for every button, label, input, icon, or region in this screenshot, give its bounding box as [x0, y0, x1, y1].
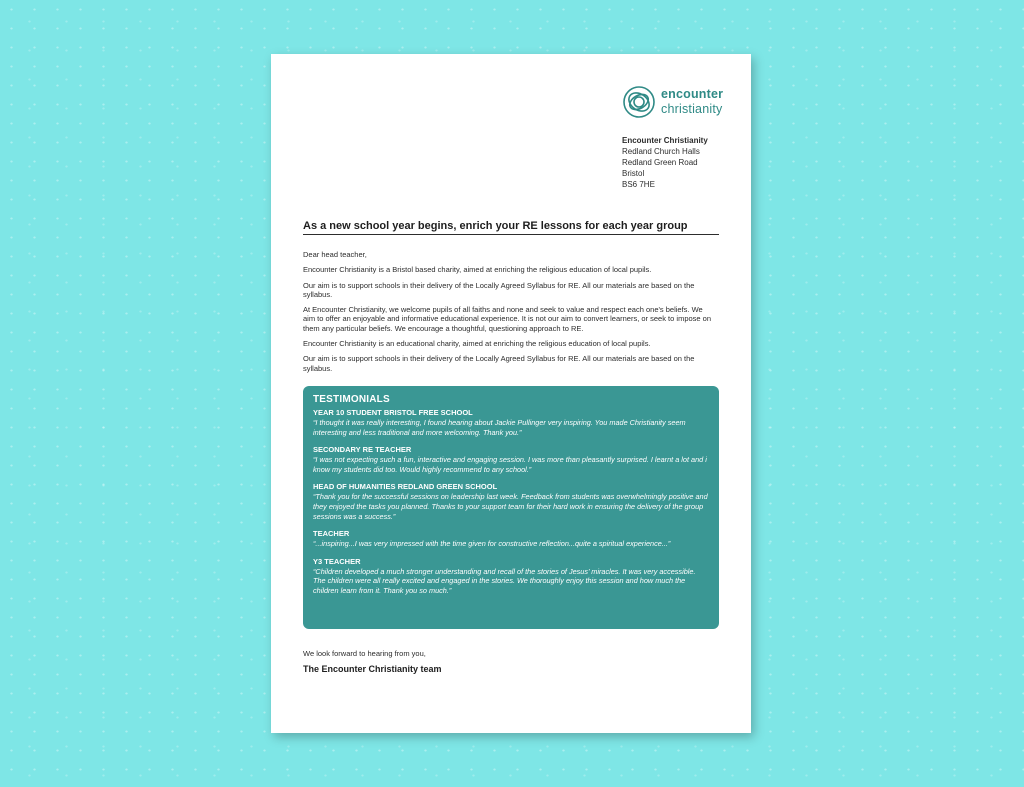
- testimonial-quote: “Thank you for the successful sessions on leadership last week. Feedback from students was overwhelmingly positive and they enjoyed the tasks you planned. Thanks to your support team for their hard work in ensuring the delivery of the group sessions was a success.”: [313, 492, 708, 521]
- testimonial-item: [313, 482, 709, 521]
- testimonial-author: HEAD OF HUMANITIES REDLAND GREEN SCHOOL: [313, 482, 498, 492]
- signoff: The Encounter Christianity team: [303, 664, 442, 674]
- body-paragraph: Encounter Christianity is an educational charity, aimed at enriching the religious education of local pupils.: [303, 339, 651, 349]
- address-org: Encounter Christianity: [622, 136, 708, 145]
- logo-word-christianity: christianity: [661, 102, 723, 116]
- testimonial-quote: “I thought it was really interesting, I found hearing about Jackie Pullinger very inspiring. You made Christianity seem interesting and less traditional and more welcoming. Thank you.”: [313, 418, 686, 437]
- body-paragraph: Encounter Christianity is a Bristol based charity, aimed at enriching the religious education of local pupils.: [303, 265, 652, 275]
- testimonial-item: [313, 445, 709, 474]
- testimonial-quote: “Children developed a much stronger understanding and recall of the stories of Jesus’ miracles. It was very accessible. The children were all really excited and engaged in the stories. We thoroughly enjoy this session and how much the children learn from it. Thank you so much.”: [313, 566, 696, 595]
- letter-body: [303, 250, 713, 379]
- testimonial-author: SECONDARY RE TEACHER: [313, 445, 412, 455]
- testimonial-author: YEAR 10 STUDENT BRISTOL FREE SCHOOL: [313, 408, 473, 417]
- sender-address: [622, 135, 708, 190]
- greeting: Dear head teacher,: [303, 250, 367, 259]
- testimonials-title: TESTIMONIALS: [313, 394, 390, 405]
- testimonial-item: [313, 408, 709, 437]
- address-line: BS6 7HE: [622, 180, 655, 189]
- testimonial-author: TEACHER: [313, 529, 350, 539]
- testimonial-item: [313, 529, 709, 549]
- closing-line: We look forward to hearing from you,: [303, 649, 426, 658]
- body-paragraph: Our aim is to support schools in their delivery of the Locally Agreed Syllabus for RE. All our materials are based on the syllabus.: [303, 354, 695, 373]
- letter-headline: As a new school year begins, enrich your RE lessons for each year group: [303, 220, 719, 235]
- testimonial-item: [313, 557, 709, 596]
- testimonials-box: [303, 386, 719, 629]
- letter-page: [271, 54, 751, 733]
- body-paragraph: At Encounter Christianity, we welcome pupils of all faiths and none and seek to value and respect each one's beliefs. We aim to offer an enjoyable and informative educational experience. It is not our aim to convert learners, or seek to impose on them any particular beliefs. We encourage a thoughtful, questioning approach to RE.: [303, 305, 712, 333]
- testimonial-author: Y3 TEACHER: [313, 556, 361, 566]
- testimonial-quote: “...inspiring...I was very impressed with the time given for constructive reflection...quite a spiritual experience...”: [313, 539, 671, 549]
- logo-word-encounter: encounter: [661, 87, 724, 101]
- testimonial-quote: “I was not expecting such a fun, interactive and engaging session. I was more than pleasantly surprised. I learnt a lot and i know my students did too. Would highly recommend to any school.”: [313, 455, 707, 474]
- body-paragraph: Our aim is to support schools in their delivery of the Locally Agreed Syllabus for RE. All our materials are based on the syllabus.: [303, 280, 695, 299]
- address-line: Redland Church Halls: [622, 147, 700, 156]
- address-line: Redland Green Road: [622, 158, 698, 167]
- encounter-christianity-logo: [621, 84, 731, 122]
- address-line: Bristol: [622, 169, 645, 178]
- circles-logo-icon: [621, 84, 657, 120]
